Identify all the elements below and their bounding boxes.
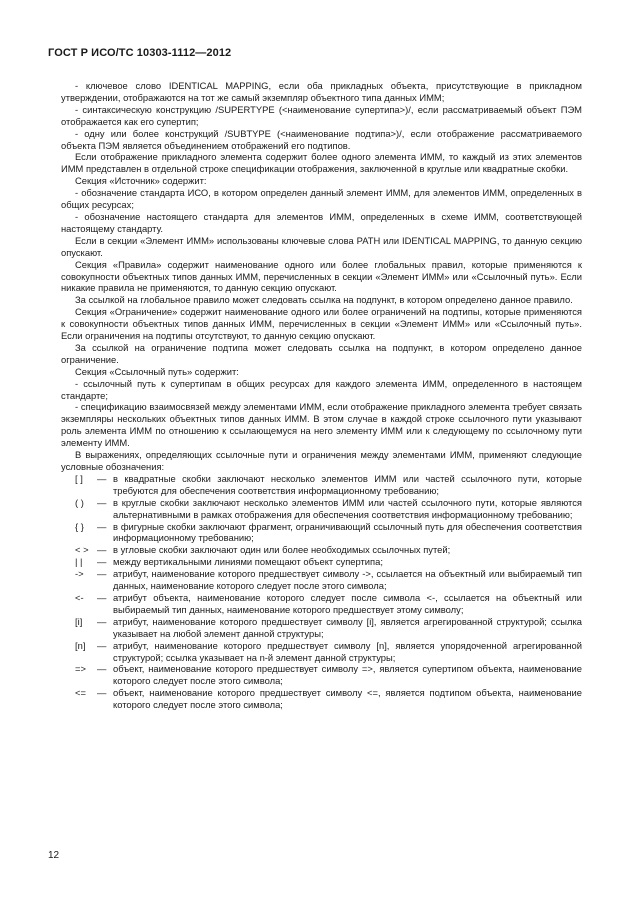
paragraph: - обозначение настоящего стандарта для элементов ИММ, определенных в схеме ИММ, соответствующей настоящему стандарту. [61, 210, 582, 234]
notation-symbol: => [75, 663, 86, 675]
notation-text: в квадратные скобки заключают несколько элементов ИММ или частей ссылочного пути, которые требуются для обеспечения соответствия информационному требованию; [113, 472, 582, 496]
notation-symbol: ( ) [75, 496, 84, 508]
notation-dash: — [97, 520, 107, 532]
paragraph: - ключевое слово IDENTICAL MAPPING, если оба прикладных объекта, присутствующие в прикладном утверждении, отображаются на тот же самый экземпляр объектного типа данных ИММ; [61, 80, 582, 103]
notation-symbol: [ ] [75, 472, 83, 484]
notation-dash: — [97, 639, 107, 651]
notation-dash: — [97, 496, 107, 508]
notation-text: в угловые скобки заключают один или более необходимых ссылочных путей; [113, 544, 451, 556]
paragraph: - одну или более конструкций /SUBTYPE (<наименование подтипа>)/, если отображение рассматриваемого объекта ПЭМ является объединением отображений его подтипов. [61, 127, 582, 151]
notation-dash: — [97, 556, 107, 568]
notation-dash: — [97, 663, 107, 675]
notation-item [61, 568, 582, 592]
notation-text: атрибут, наименование которого предшествует символу [i], является агрегированной структурой; ссылка указывает на любой элемент данной структуры; [113, 615, 582, 639]
notation-symbol: { } [75, 520, 84, 532]
notation-symbol: -> [75, 568, 84, 580]
notation-text: атрибут объекта, наименование которого следует после символа <-, ссылается на объектный или выбираемый тип данных, наименование которого предшествует этому символу; [113, 591, 582, 615]
notation-text: объект, наименование которого предшествует символу =>, является супертипом объекта, наименование которого следует после этого символа; [113, 663, 582, 687]
notation-text: атрибут, наименование которого предшествует символу [n], является упорядоченной агрегированной структурой; ссылка указывает на n-й элемент данной структуры; [113, 639, 582, 663]
document-header: ГОСТ Р ИСО/ТС 10303-1112—2012 [48, 47, 232, 59]
notation-item [61, 640, 582, 664]
paragraph: За ссылкой на ограничение подтипа может следовать ссылка на подпункт, в котором определено данное ограничение. [61, 341, 582, 365]
notation-item [61, 497, 582, 521]
paragraph: Секция «Ограничение» содержит наименование одного или более ограничений на подтипы, которые применяются к совокупности объектных типов данных ИММ, перечисленных в секции «Элемент ИММ» или «Ссылочный путь». Если ограничения на подтипы отсутствуют, то данную секцию опускают. [61, 306, 582, 342]
paragraph: Если отображение прикладного элемента содержит более одного элемента ИММ, то каждый из этих элементов ИММ представлен в отдельной строке спецификации отображения, заключенной в круглые или квадратные скобки. [61, 151, 582, 175]
notation-symbol: [i] [75, 615, 83, 627]
paragraph: За ссылкой на глобальное правило может следовать ссылка на подпункт, в котором определено данное правило. [75, 294, 573, 306]
paragraph: - ссылочный путь к супертипам в общих ресурсах для каждого элемента ИММ, определенного в настоящем стандарте; [61, 377, 582, 401]
notation-symbol: <= [75, 687, 86, 699]
paragraph: - спецификацию взаимосвязей между элементами ИММ, если отображение прикладного элемента требует связать экземпляры нескольких объектных типов данных ИММ. В этом случае в каждой строке ссылочного пути указывают роль элемента ИММ по отношению к ссылающемуся на него элементу ИММ или к следующему по ссылочному пути элементу ИММ. [61, 401, 582, 449]
notation-dash: — [97, 568, 107, 580]
notation-symbol: | | [75, 556, 83, 568]
notation-item [61, 544, 582, 556]
notation-symbol: <- [75, 591, 84, 603]
paragraph: Если в секции «Элемент ИММ» использованы ключевые слова PATH или IDENTICAL MAPPING, то данную секцию опускают. [61, 234, 582, 258]
notation-item [61, 663, 582, 687]
paragraph: В выражениях, определяющих ссылочные пути и ограничения между элементами ИММ, применяют следующие условные обозначения: [61, 449, 582, 472]
notation-text: объект, наименование которого предшествует символу <=, является подтипом объекта, наименование которого следует после этого символа; [113, 687, 582, 711]
notation-text: между вертикальными линиями помещают объект супертипа; [113, 556, 383, 568]
notation-symbol: [n] [75, 639, 86, 651]
notation-text: в круглые скобки заключают несколько элементов ИММ или частей ссылочного пути, которые являются альтернативными в рамках отображения для обеспечения соответствия информационному требованию; [113, 496, 582, 520]
paragraph: Секция «Правила» содержит наименование одного или более глобальных правил, которые применяются к совокупности объектных типов данных ИММ, перечисленных в секции «Элемент ИММ» или «Ссылочный путь». Если никакие правила не применяются, то данную секцию опускают. [61, 258, 582, 294]
notation-item [61, 592, 582, 616]
paragraph: - синтаксическую конструкцию /SUPERTYPE (<наименование супертипа>)/, если рассматриваемый объект ПЭМ отображается как его супертип; [61, 103, 582, 127]
paragraph: - обозначение стандарта ИСО, в котором определен данный элемент ИММ, для элементов ИММ, определенных в общих ресурсах; [61, 187, 582, 211]
notation-item [61, 687, 582, 711]
page-number: 12 [48, 850, 60, 861]
notation-text: в фигурные скобки заключают фрагмент, ограничивающий ссылочный путь для обеспечения соответствия информационному требованию; [113, 520, 582, 544]
notation-dash: — [97, 615, 107, 627]
notation-dash: — [97, 472, 107, 484]
paragraph: Секция «Ссылочный путь» содержит: [75, 365, 239, 377]
notation-dash: — [97, 687, 107, 699]
notation-item [61, 556, 582, 568]
paragraph: Секция «Источник» содержит: [75, 175, 207, 187]
notation-item [61, 616, 582, 640]
page-body [61, 80, 582, 711]
notation-symbol: < > [75, 544, 89, 556]
notation-text: атрибут, наименование которого предшествует символу ->, ссылается на объектный или выбираемый тип данных, наименование которого следует после этого символа; [113, 568, 582, 592]
notation-dash: — [97, 544, 107, 556]
notation-item [61, 473, 582, 497]
notation-item [61, 521, 582, 545]
notation-dash: — [97, 591, 107, 603]
notation-list [61, 473, 582, 711]
